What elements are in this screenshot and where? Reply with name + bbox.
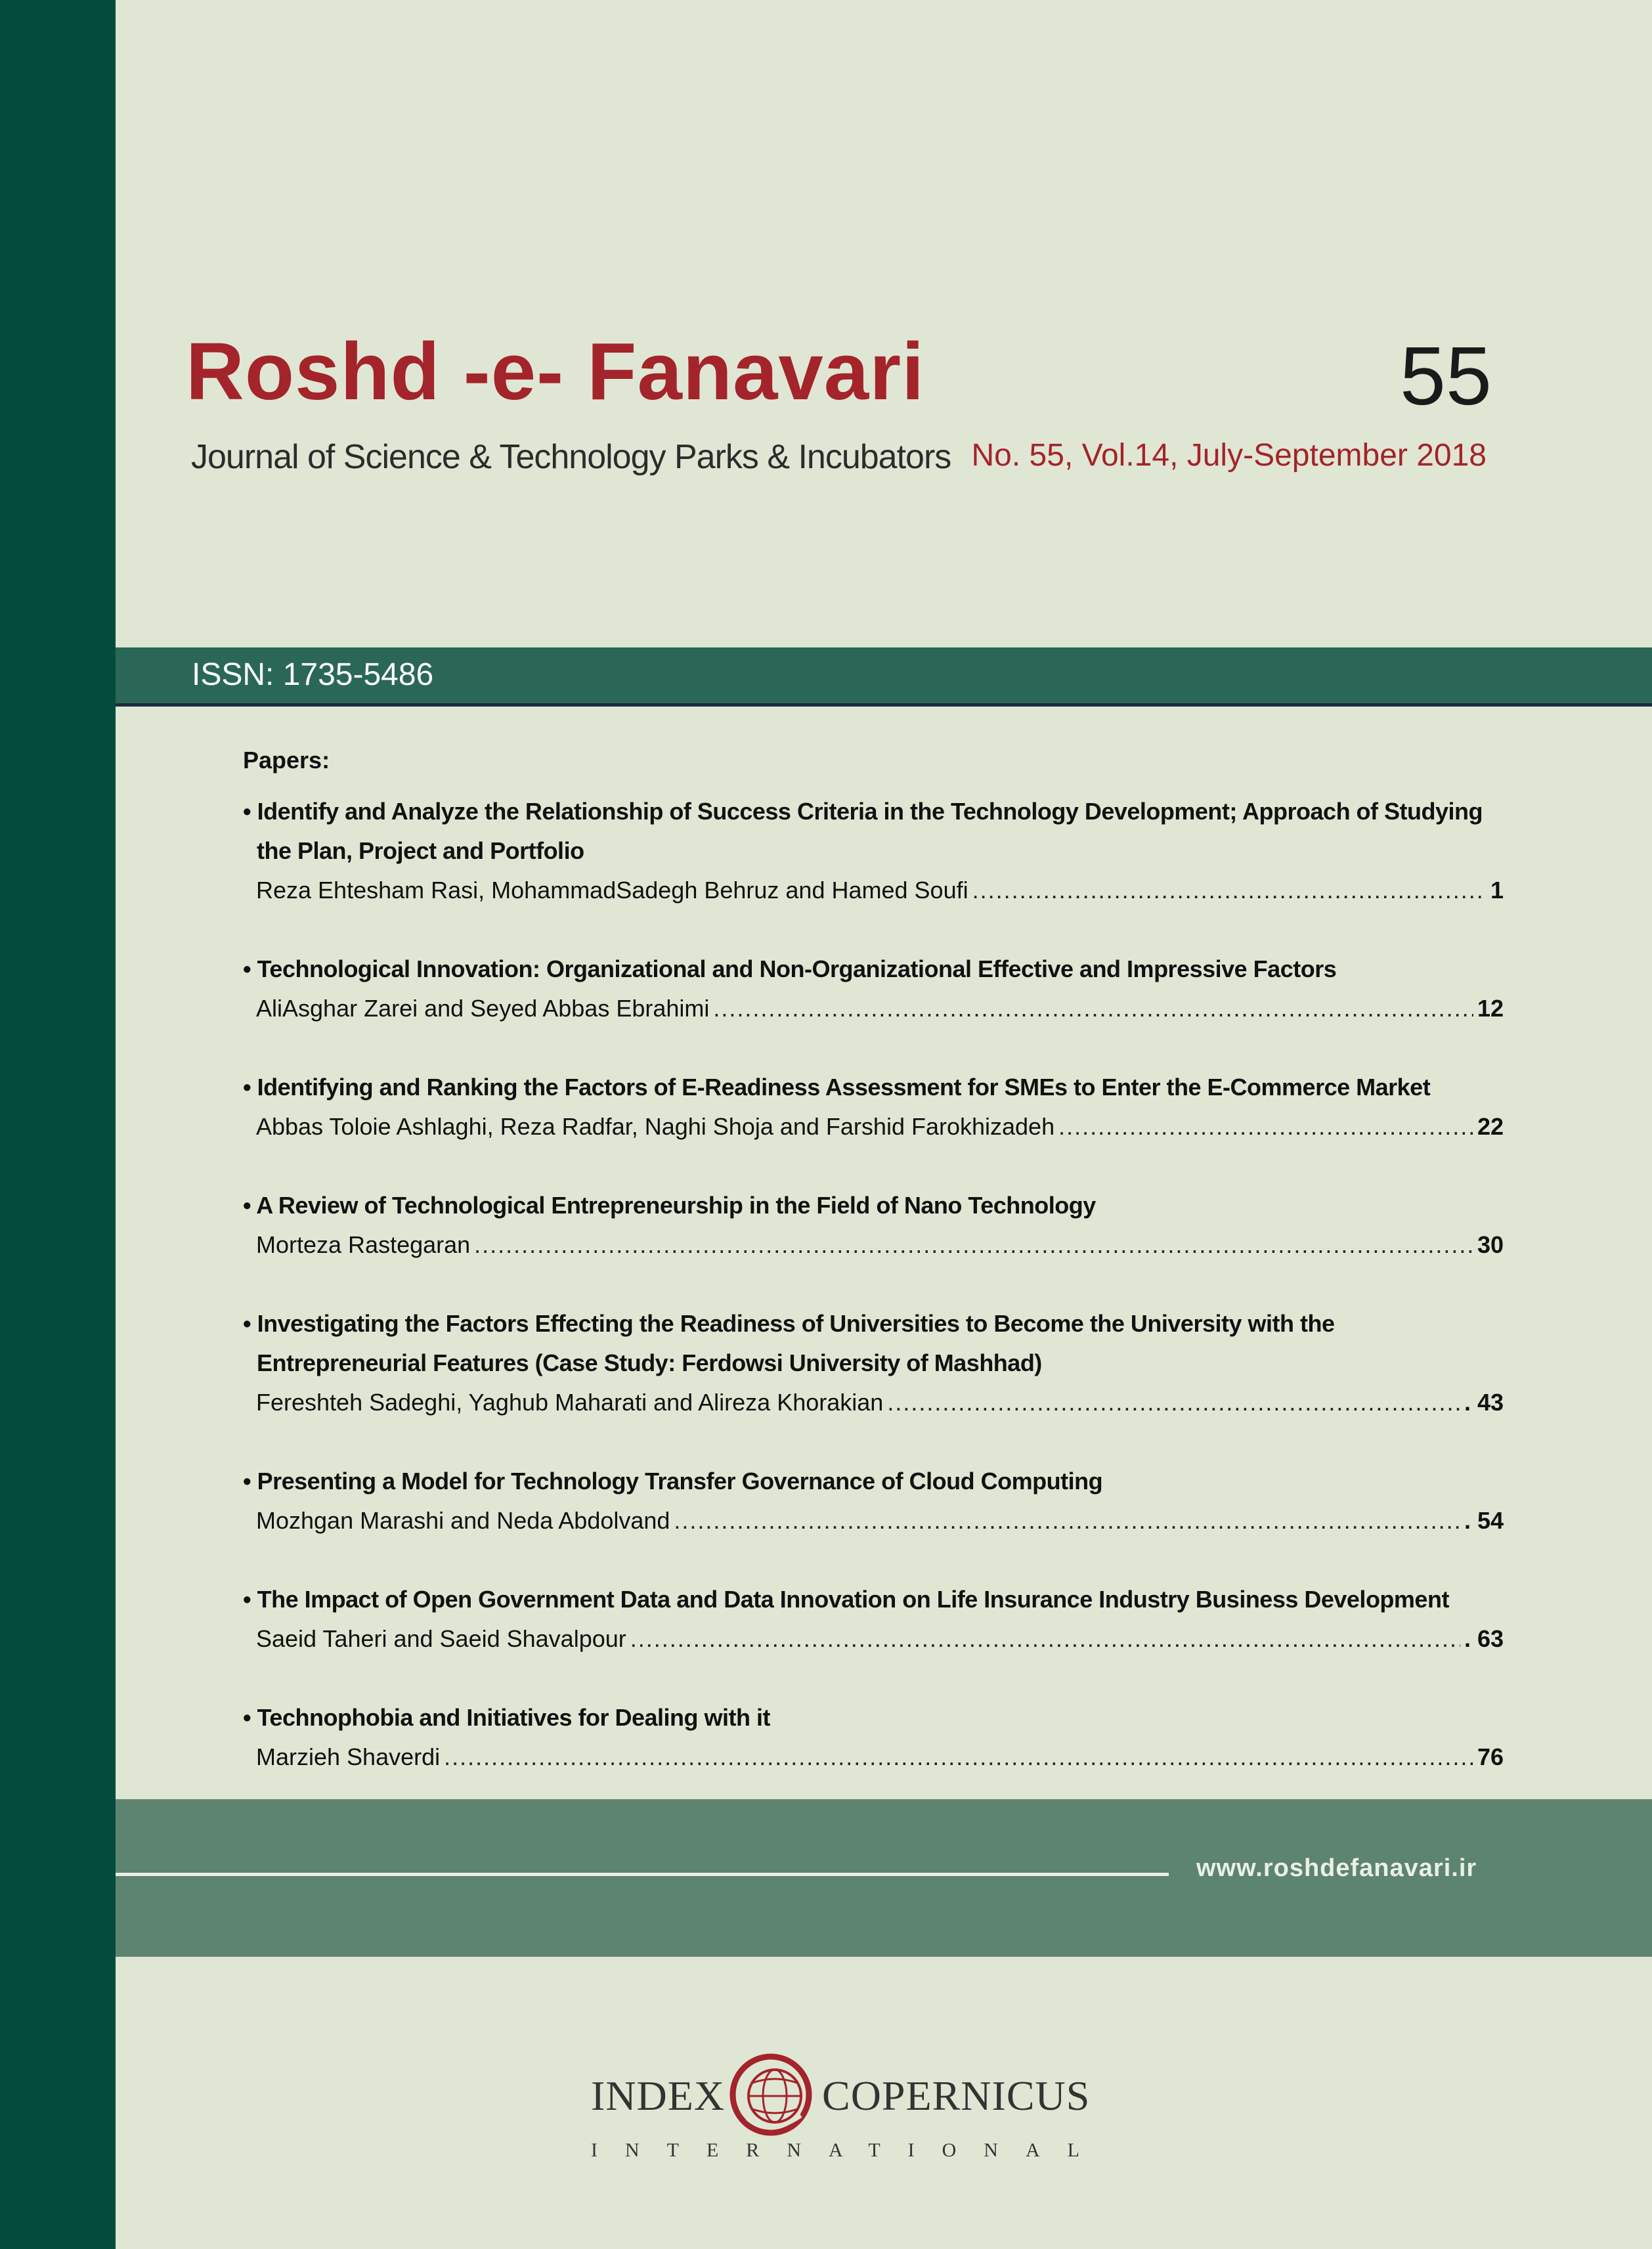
- cover-spine: [0, 0, 116, 2249]
- logo-word-copernicus: COPERNICUS: [822, 2072, 1091, 2119]
- paper-byline: [243, 871, 1504, 910]
- index-copernicus-logo: [591, 2049, 1107, 2161]
- toc-entry: [243, 1068, 1504, 1146]
- paper-title: • Investigating the Factors Effecting the Readiness of Universities to Become the University with the Entrepreneurial Features (Case Study: Ferdowsi University of Mashhad): [243, 1310, 1335, 1376]
- footer-band: [116, 1799, 1652, 1957]
- paper-title: • Identifying and Ranking the Factors of E-Readiness Assessment for SMEs to Enter the E-Commerce Market: [243, 1074, 1431, 1101]
- toc-entry: [243, 1304, 1504, 1422]
- footer-rule: [116, 1873, 1169, 1876]
- dot-leader: [674, 1501, 1460, 1540]
- paper-byline: [243, 989, 1504, 1028]
- paper-byline: [243, 1737, 1504, 1777]
- toc-entry: [243, 1186, 1504, 1265]
- paper-title: • Presenting a Model for Technology Transfer Governance of Cloud Computing: [243, 1468, 1103, 1495]
- paper-authors: Abbas Toloie Ashlaghi, Reza Radfar, Naghi Shoja and Farshid Farokhizadeh: [256, 1113, 1055, 1140]
- paper-byline: [243, 1501, 1504, 1540]
- paper-page-number: 30: [1477, 1231, 1504, 1258]
- paper-title: • A Review of Technological Entrepreneurship in the Field of Nano Technology: [243, 1192, 1096, 1219]
- toc-entry: [243, 792, 1504, 910]
- paper-byline: [243, 1225, 1504, 1265]
- toc-entry: [243, 1580, 1504, 1659]
- paper-page-number: 1: [1490, 877, 1504, 904]
- logo-word-international: INTERNATIONAL: [591, 2139, 1107, 2161]
- paper-authors: Marzieh Shaverdi: [256, 1743, 441, 1770]
- paper-page-number: 12: [1477, 995, 1504, 1022]
- dot-leader: [713, 989, 1473, 1028]
- paper-title: • Identify and Analyze the Relationship of Success Criteria in the Technology Development; Approach of Studying the Plan, Project and Portfolio: [243, 798, 1483, 864]
- issue-number: 55: [1399, 330, 1492, 422]
- paper-title: • Technological Innovation: Organizational and Non-Organizational Effective and Impressive Factors: [243, 955, 1337, 982]
- dot-leader: [887, 1383, 1460, 1422]
- globe-icon: [729, 2053, 813, 2137]
- issn-band: [116, 647, 1652, 707]
- dot-leader: [630, 1619, 1460, 1659]
- paper-page-number: 76: [1477, 1743, 1504, 1770]
- issue-info: No. 55, Vol.14, July-September 2018: [971, 438, 1487, 473]
- paper-byline: [243, 1619, 1504, 1659]
- paper-authors: Fereshteh Sadeghi, Yaghub Maharati and Alireza Khorakian: [256, 1389, 884, 1416]
- paper-authors: Mozhgan Marashi and Neda Abdolvand: [256, 1507, 670, 1534]
- paper-page-number: 22: [1477, 1113, 1504, 1140]
- paper-page-number: . 63: [1464, 1625, 1504, 1652]
- paper-byline: [243, 1107, 1504, 1146]
- paper-authors: Reza Ehtesham Rasi, MohammadSadegh Behruz and Hamed Soufi: [256, 877, 968, 904]
- table-of-contents: [243, 749, 1504, 1816]
- dot-leader: [474, 1225, 1473, 1265]
- paper-title: • Technophobia and Initiatives for Dealing with it: [243, 1704, 770, 1731]
- toc-entry: [243, 1462, 1504, 1540]
- paper-page-number: . 54: [1464, 1507, 1504, 1534]
- toc-entry: [243, 1698, 1504, 1777]
- dot-leader: [444, 1737, 1473, 1777]
- dot-leader: [1058, 1107, 1473, 1146]
- logo-word-index: INDEX: [591, 2072, 726, 2119]
- paper-authors: Morteza Rastegaran: [256, 1231, 471, 1258]
- paper-authors: AliAsghar Zarei and Seyed Abbas Ebrahimi: [256, 995, 710, 1022]
- paper-byline: [243, 1383, 1504, 1422]
- journal-subtitle: Journal of Science & Technology Parks & Incubators: [191, 438, 951, 476]
- paper-page-number: . 43: [1464, 1389, 1504, 1416]
- issn-text: ISSN: 1735-5486: [192, 657, 434, 692]
- journal-title: Roshd -e- Fanavari: [186, 327, 925, 417]
- toc-entry: [243, 950, 1504, 1028]
- paper-authors: Saeid Taheri and Saeid Shavalpour: [256, 1625, 626, 1652]
- dot-leader: [972, 871, 1487, 910]
- website-link[interactable]: www.roshdefanavari.ir: [1196, 1854, 1477, 1882]
- paper-title: • The Impact of Open Government Data and Data Innovation on Life Insurance Industry Business Development: [243, 1586, 1449, 1613]
- toc-heading: Papers:: [243, 747, 330, 774]
